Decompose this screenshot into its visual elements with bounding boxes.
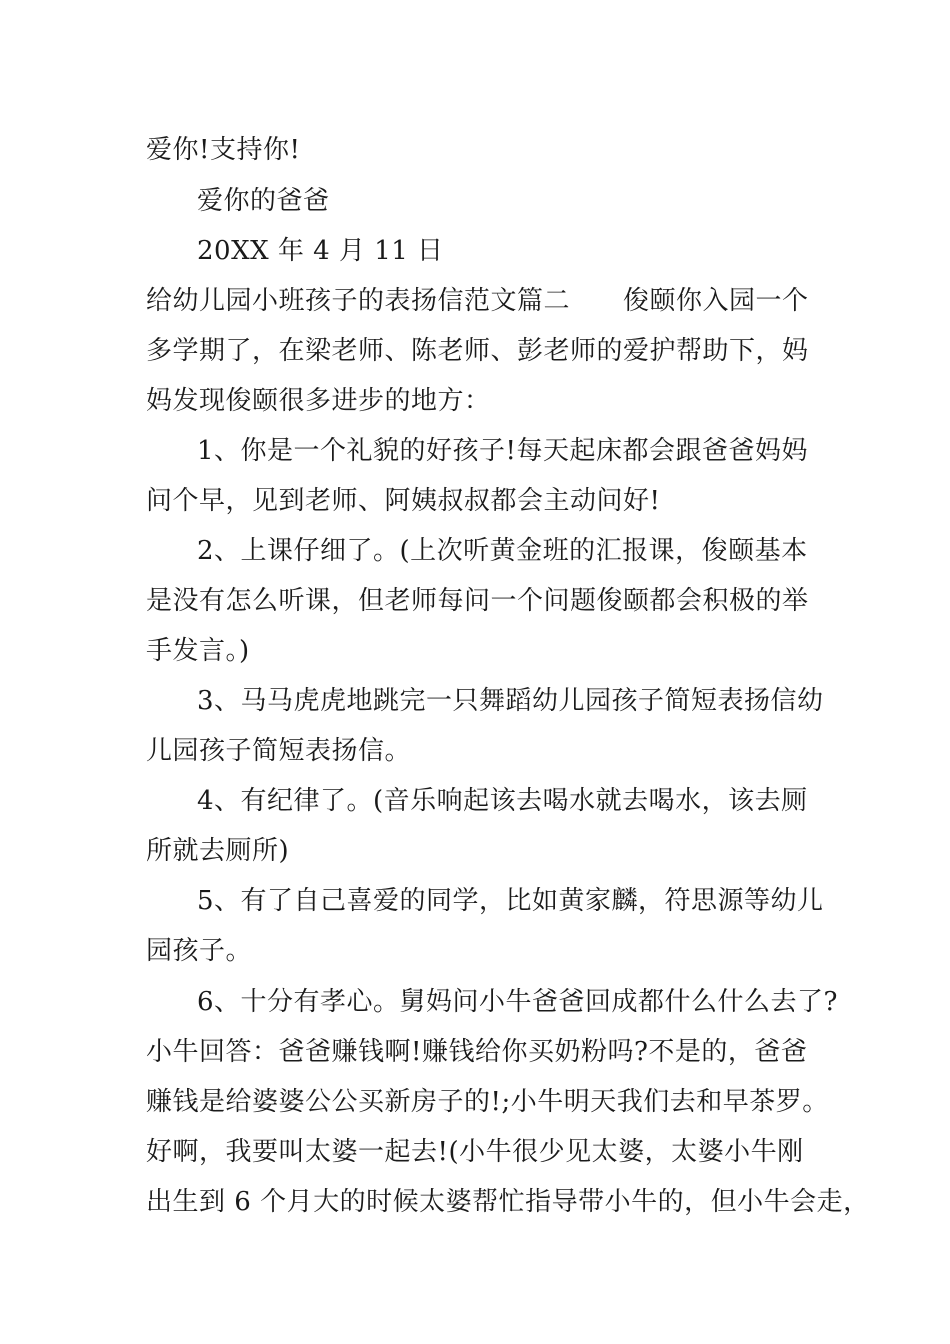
list-item-6-line: 赚钱是给婆婆公公买新房子的!;小牛明天我们去和早茶罗。 <box>146 1087 829 1117</box>
list-item-3-line: 儿园孩子简短表扬信。 <box>146 736 412 766</box>
list-item-1-line: 1、你是一个礼貌的好孩子!每天起床都会跟爸爸妈妈 <box>197 436 808 466</box>
section-title-line: 给幼儿园小班孩子的表扬信范文篇二 俊颐你入园一个 <box>146 286 809 316</box>
list-item-3-line: 3、马马虎虎地跳完一只舞蹈幼儿园孩子简短表扬信幼 <box>197 686 824 716</box>
list-item-2-line: 2、上课仔细了。(上次听黄金班的汇报课，俊颐基本 <box>197 536 808 566</box>
list-item-6-line: 6、十分有孝心。舅妈问小牛爸爸回成都什么什么去了? <box>197 987 838 1017</box>
list-item-4-line: 所就去厕所) <box>146 836 290 866</box>
closing-line: 爱你!支持你! <box>146 135 301 165</box>
list-item-1-line: 问个早，见到老师、阿姨叔叔都会主动问好! <box>146 486 661 516</box>
list-item-2-line: 是没有怎么听课，但老师每问一个问题俊颐都会积极的举 <box>146 586 809 616</box>
list-item-6-line: 好啊，我要叫太婆一起去!(小牛很少见太婆，太婆小牛刚 <box>146 1137 804 1167</box>
paragraph-line: 妈发现俊颐很多进步的地方： <box>146 386 491 416</box>
paragraph-line: 多学期了，在梁老师、陈老师、彭老师的爱护帮助下，妈 <box>146 336 809 366</box>
list-item-6-line: 小牛回答：爸爸赚钱啊!赚钱给你买奶粉吗?不是的，爸爸 <box>146 1037 808 1067</box>
list-item-5-line: 5、有了自己喜爱的同学，比如黄家麟，符思源等幼儿 <box>197 886 824 916</box>
letter-date: 20XX 年 4 月 11 日 <box>197 236 444 266</box>
list-item-2-line: 手发言。) <box>146 636 250 666</box>
signature: 爱你的爸爸 <box>197 186 330 216</box>
list-item-6-line: 出生到 6 个月大的时候太婆帮忙指导带小牛的，但小牛会走， <box>146 1187 870 1217</box>
list-item-5-line: 园孩子。 <box>146 936 253 966</box>
list-item-4-line: 4、有纪律了。(音乐响起该去喝水就去喝水，该去厕 <box>197 786 808 816</box>
